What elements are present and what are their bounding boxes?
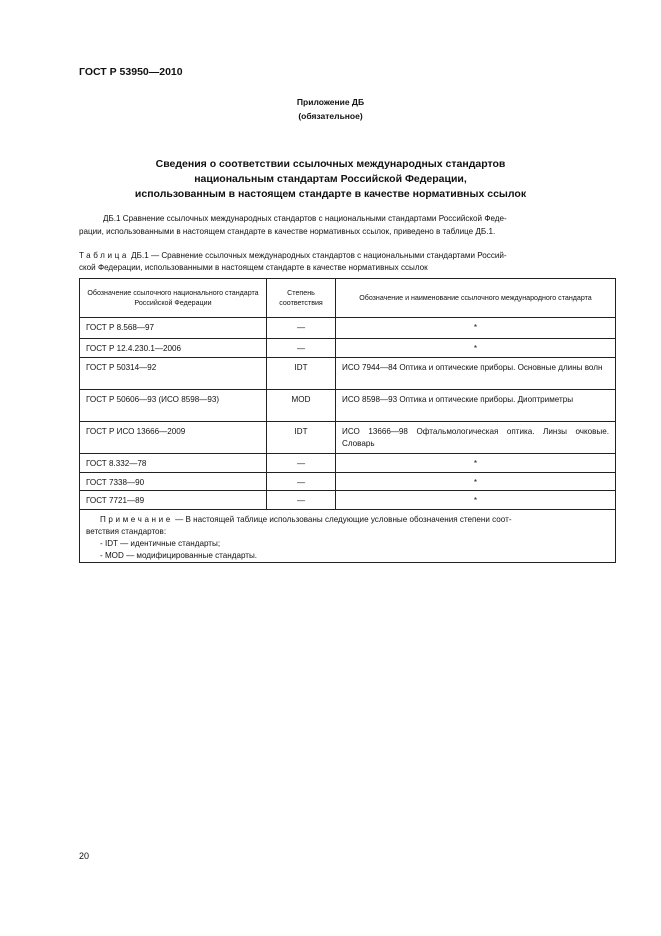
cell-national: ГОСТ Р 8.568—97 <box>80 318 267 339</box>
table-note-row <box>80 510 616 563</box>
reference-table <box>79 278 616 563</box>
annex-heading <box>0 95 661 123</box>
table-note <box>80 510 616 563</box>
section-title-line: Сведения о соответствии ссылочных международных стандартов <box>155 158 506 170</box>
cell-degree: — <box>267 473 336 491</box>
page-number: 20 <box>79 851 90 861</box>
note-text: — В настоящей таблице использованы следующие условные обозначения степени соот- <box>172 515 512 524</box>
section-title-line: использованным в настоящем стандарте в качестве нормативных ссылок <box>134 188 527 200</box>
cell-degree: — <box>267 318 336 339</box>
cell-international: * <box>336 454 616 473</box>
table-caption-text: ской Федерации, использованными в настоящем стандарте в качестве нормативных ссылок <box>79 263 428 272</box>
cell-degree: IDT <box>267 422 336 454</box>
body-paragraph <box>79 212 615 238</box>
cell-national: ГОСТ Р ИСО 13666—2009 <box>80 422 267 454</box>
document-code: ГОСТ Р 53950—2010 <box>79 66 183 78</box>
paragraph-line: рации, использованными в настоящем стандарте в качестве нормативных ссылок, приведено в таблице ДБ.1. <box>79 227 496 236</box>
header-degree: Степень соответствия <box>267 279 336 318</box>
table-row <box>80 339 616 358</box>
cell-degree: — <box>267 491 336 510</box>
note-item: - IDT — идентичные стандарты; <box>100 539 221 548</box>
table-row <box>80 491 616 510</box>
cell-national: ГОСТ Р 50314—92 <box>80 358 267 390</box>
paragraph-line: ДБ.1 Сравнение ссылочных международных стандартов с национальными стандартами Российской Феде- <box>103 214 507 223</box>
table-row <box>80 318 616 339</box>
note-text: ветствия стандартов: <box>86 527 167 536</box>
table-row <box>80 473 616 491</box>
cell-degree: MOD <box>267 390 336 422</box>
table-caption-label: Таблица <box>79 251 129 260</box>
cell-degree: — <box>267 339 336 358</box>
cell-national: ГОСТ 7338—90 <box>80 473 267 491</box>
table-caption <box>79 250 615 274</box>
cell-international: * <box>336 473 616 491</box>
header-national: Обозначение ссылочного национального стандарта Российской Федерации <box>80 279 267 318</box>
cell-international: ИСО 7944—84 Оптика и оптические приборы. Основные длины волн <box>336 358 616 390</box>
annex-title: Приложение ДБ <box>296 97 365 107</box>
cell-national: ГОСТ 8.332—78 <box>80 454 267 473</box>
cell-international: ИСО 8598—93 Оптика и оптические приборы. Диоптриметры <box>336 390 616 422</box>
table-row <box>80 358 616 390</box>
table-caption-text: ДБ.1 — Сравнение ссылочных международных стандартов с национальными стандартами Россий- <box>128 251 507 260</box>
annex-status: (обязательное) <box>298 111 363 121</box>
cell-international: * <box>336 318 616 339</box>
cell-national: ГОСТ Р 50606—93 (ИСО 8598—93) <box>80 390 267 422</box>
table-row <box>80 422 616 454</box>
table-row <box>80 454 616 473</box>
table-header-row <box>80 279 616 318</box>
cell-international: ИСО 13666—98 Офтальмологическая оптика. Линзы очковые. Словарь <box>336 422 616 454</box>
cell-international: * <box>336 339 616 358</box>
header-international: Обозначение и наименование ссылочного международного стандарта <box>336 279 616 318</box>
cell-degree: IDT <box>267 358 336 390</box>
cell-degree: — <box>267 454 336 473</box>
cell-national: ГОСТ Р 12.4.230.1—2006 <box>80 339 267 358</box>
note-label: Примечание <box>100 515 173 524</box>
section-title <box>0 157 661 202</box>
table-row <box>80 390 616 422</box>
note-item: - MOD — модифицированные стандарты. <box>100 551 258 560</box>
section-title-line: национальным стандартам Российской Федерации, <box>194 173 467 185</box>
cell-international: * <box>336 491 616 510</box>
cell-national: ГОСТ 7721—89 <box>80 491 267 510</box>
